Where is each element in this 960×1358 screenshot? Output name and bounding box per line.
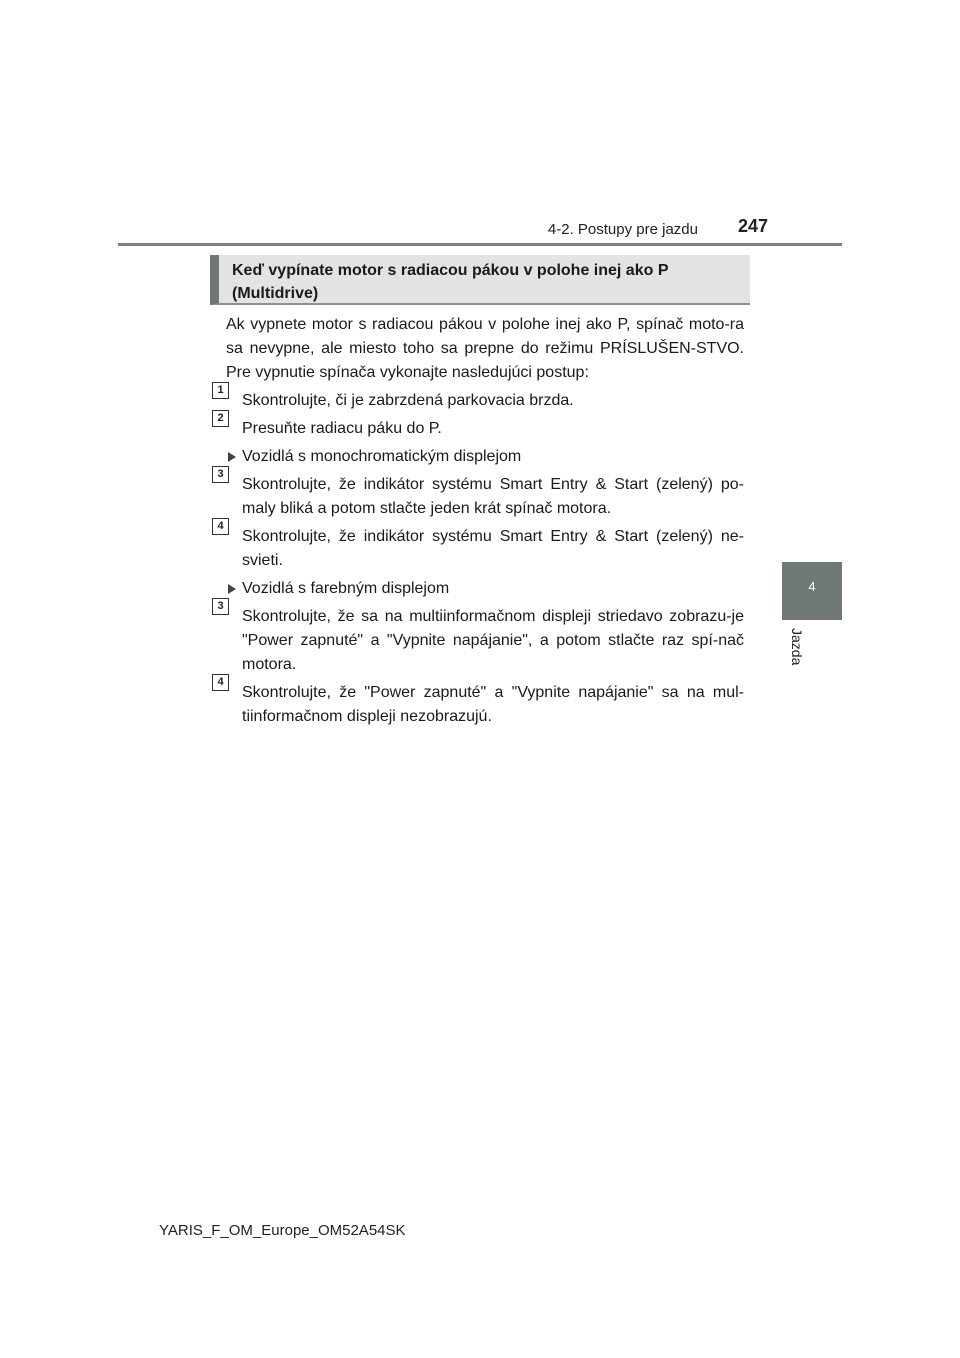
header-rule — [118, 243, 842, 246]
procedure-content — [217, 313, 744, 733]
intro-paragraph: Ak vypnete motor s radiacou pákou v polohe inej ako P, spínač moto-ra sa nevypne, ale miesto toho sa prepne do režimu PRÍSLUŠEN-STVO. Pre vypnutie spínača vykonajte nasledujúci postup: — [226, 316, 744, 381]
step-text: Skontrolujte, že indikátor systému Smart Entry & Start (zelený) ne-svieti. — [242, 528, 744, 569]
variant-color-display — [226, 577, 744, 601]
triangle-right-icon — [228, 584, 236, 594]
step-item — [217, 468, 744, 521]
chapter-tab-number: 4 — [808, 579, 816, 594]
variant-label: Vozidlá s farebným displejom — [242, 580, 450, 597]
step-number-badge: 4 — [212, 674, 229, 691]
chapter-tab-label: Jazda — [789, 628, 805, 666]
running-header-section: 4-2. Postupy pre jazdu — [547, 221, 698, 238]
step-text: Skontrolujte, že indikátor systému Smart Entry & Start (zelený) po-maly bliká a potom stlačte jeden krát spínač motora. — [242, 476, 744, 517]
chapter-tab[interactable] — [782, 562, 842, 620]
footer-document-id: YARIS_F_OM_Europe_OM52A54SK — [159, 1222, 406, 1239]
variant-label: Vozidlá s monochromatickým displejom — [242, 448, 522, 465]
step-item — [217, 384, 744, 413]
step-item — [217, 412, 744, 441]
step-item — [217, 676, 744, 729]
section-heading-text: Keď vypínate motor s radiacou pákou v polohe inej ako P (Multidrive) — [232, 262, 669, 302]
step-number-badge: 3 — [212, 598, 229, 615]
triangle-right-icon — [228, 452, 236, 462]
step-number-badge: 4 — [212, 518, 229, 535]
step-number-badge: 3 — [212, 466, 229, 483]
step-text: Presuňte radiacu páku do P. — [242, 420, 442, 437]
step-text: Skontrolujte, že "Power zapnuté" a "Vypnite napájanie" sa na mul-tiinformačnom displeji nezobrazujú. — [242, 684, 744, 725]
variant-monochrome-display — [226, 445, 744, 469]
step-item — [217, 520, 744, 573]
step-text: Skontrolujte, že sa na multiinformačnom displeji striedavo zobrazu-je "Power zapnuté" a "Vypnite napájanie", a potom stlačte raz spí-nač motora. — [242, 608, 744, 673]
page-number: 247 — [738, 216, 769, 236]
step-number-badge: 1 — [212, 382, 229, 399]
section-heading — [210, 255, 750, 305]
step-text: Skontrolujte, či je zabrzdená parkovacia brzda. — [242, 392, 574, 409]
step-number-badge: 2 — [212, 410, 229, 427]
step-item — [217, 600, 744, 677]
